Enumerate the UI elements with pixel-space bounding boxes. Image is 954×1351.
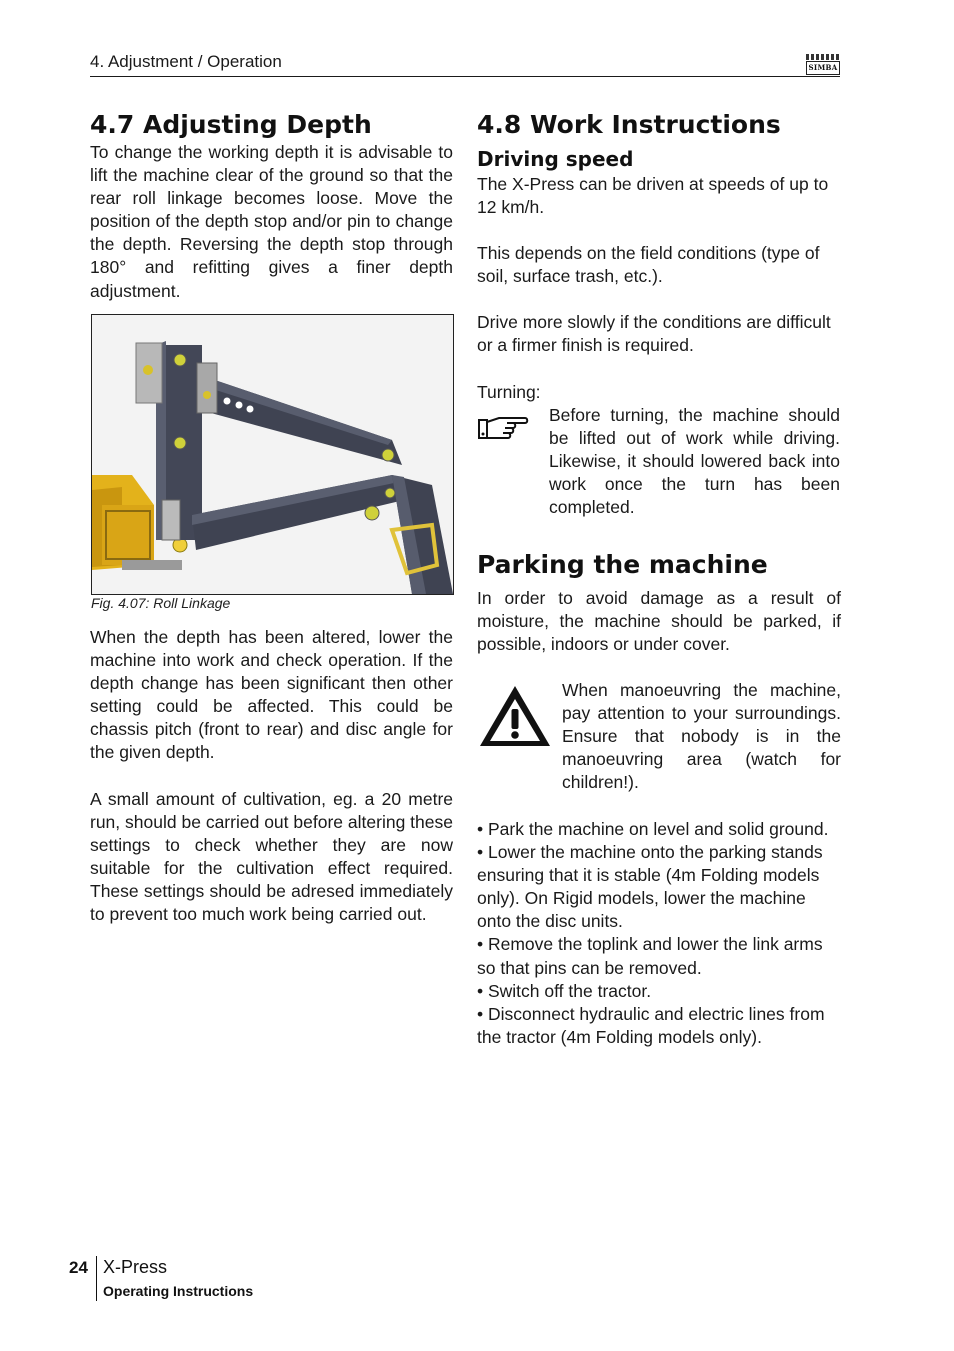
- footer-rule: [96, 1256, 97, 1301]
- figure-caption: Fig. 4.07: Roll Linkage: [91, 595, 231, 611]
- depth-check-paragraph: When the depth has been altered, lower the machine into work and check operation. If the depth change has been significant then other setting could be affected. This could be chassis pitch (front to rear) and disc angle for the given depth.: [90, 627, 453, 763]
- parking-paragraph: In order to avoid damage as a result of moisture, the machine should be parked, if possible, indoors or under cover.: [477, 588, 841, 655]
- speed-paragraph-3: Drive more slowly if the conditions are difficult or a firmer finish is required.: [477, 312, 831, 356]
- list-item: • Park the machine on level and solid ground.: [477, 819, 829, 839]
- list-item: • Disconnect hydraulic and electric lines from the tractor (4m Folding models only).: [477, 1003, 825, 1047]
- logo-stripes: [806, 54, 840, 60]
- speed-paragraph-2: This depends on the field conditions (type of soil, surface trash, etc.).: [477, 243, 820, 287]
- footer-doc-type: Operating Instructions: [103, 1283, 254, 1299]
- simba-logo: [806, 54, 840, 74]
- list-item: • Lower the machine onto the parking stands ensuring that it is stable (4m Folding models only). On Rigid models, lower the machine onto the disc units.: [477, 842, 823, 932]
- roll-linkage-illustration: [92, 315, 453, 594]
- warning-note: When manoeuvring the machine, pay attention to your surroundings. Ensure that nobody is in the manoeuvring area (watch for children!).: [562, 680, 841, 793]
- adjusting-depth-intro: To change the working depth it is advisable to lift the machine clear of the ground so that the rear roll linkage becomes loose. Move the position of the depth stop and/or pin to change the depth. Reversing the depth stop through 180° and refitting gives a finer depth adjustment.: [90, 142, 453, 301]
- turning-label: Turning:: [477, 382, 541, 402]
- header-rule: [90, 76, 840, 77]
- logo-wordmark: SIMBA: [806, 61, 840, 75]
- warning-triangle-icon: [477, 683, 553, 749]
- footer-product: X-Press: [103, 1257, 168, 1277]
- cultivation-test-paragraph: A small amount of cultivation, eg. a 20 metre run, should be carried out before altering these settings to check whether they are now suitable for the cultivation effect required. These settings should be adresed immediately to prevent too much work being carried out.: [90, 789, 453, 925]
- driving-speed-heading: Driving speed: [477, 147, 634, 171]
- section-title-work-instructions: 4.8 Work Instructions: [477, 110, 781, 139]
- list-item: • Switch off the tractor.: [477, 980, 652, 1001]
- speed-paragraph-1: The X-Press can be driven at speeds of up to 12 km/h.: [477, 174, 829, 218]
- parking-bullet-list: [477, 818, 841, 1049]
- page-number: 24: [69, 1258, 88, 1277]
- section-title-adjusting-depth: 4.7 Adjusting Depth: [90, 110, 372, 139]
- turning-note: Before turning, the machine should be lifted out of work while driving. Likewise, it should lowered back into work once the turn has been completed.: [549, 405, 840, 518]
- figure-roll-linkage: [91, 314, 454, 595]
- list-item: • Remove the toplink and lower the link arms so that pins can be removed.: [477, 934, 823, 978]
- pointing-hand-icon: [477, 412, 529, 444]
- running-head: 4. Adjustment / Operation: [90, 52, 282, 71]
- section-title-parking: Parking the machine: [477, 550, 768, 579]
